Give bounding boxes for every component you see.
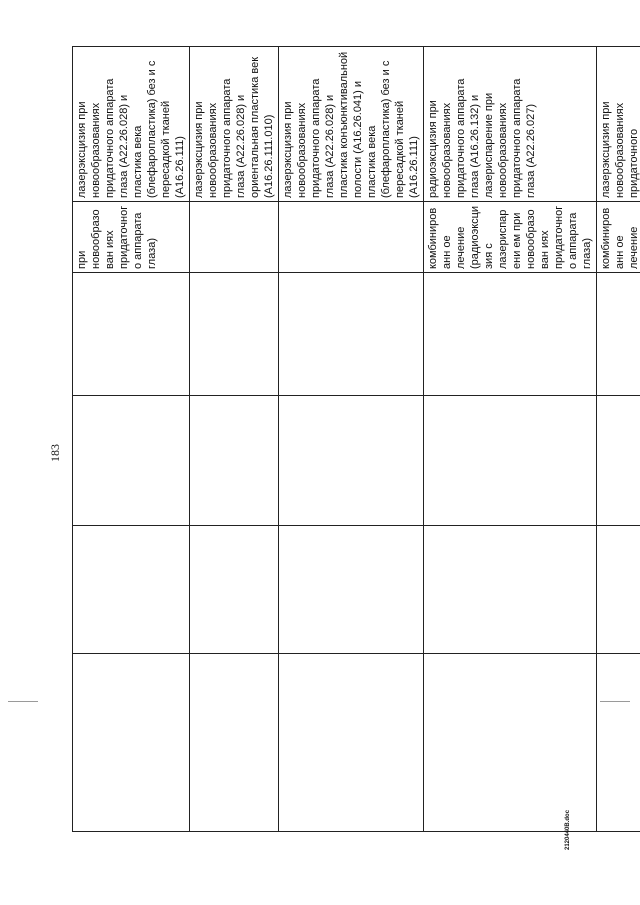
- table-cell: [597, 526, 640, 654]
- table-cell: комбинированн ое лечение (радиоэксцизия с лазериспарени ем при новообразован иях придаточного аппарата глаза): [424, 202, 597, 273]
- table-cell: при новообразован иях придаточного аппарата глаза): [73, 202, 190, 273]
- table-cell: [597, 654, 640, 832]
- scan-edge-mark-left: [8, 701, 38, 702]
- table-cell: [279, 654, 424, 832]
- page-number: 183: [48, 444, 62, 462]
- procedures-table: [72, 46, 640, 832]
- table-cell: [424, 273, 597, 396]
- table-cell: [279, 526, 424, 654]
- table-cell: лазерэксцизия при новообразованиях придаточного: [597, 47, 640, 202]
- table-row: [73, 47, 190, 832]
- table-cell: лазерэксцизия при новообразованиях придаточного аппарата глаза (А22.26.028) и пластика века (блефаропластика) без и с пересадкой тканей (А16.26.111): [73, 47, 190, 202]
- table-row: [279, 47, 424, 832]
- table-cell: лазерэксцизия при новообразованиях придаточного аппарата глаза (А22.26.028) и пластика конъюнктивальной полости (А16.26.041) и пластика века (блефаропластика) без и с пересадкой тканей (А16.26.111): [279, 47, 424, 202]
- table-cell: [279, 202, 424, 273]
- table-cell: [279, 273, 424, 396]
- table-cell: [190, 396, 279, 526]
- table-cell: [190, 526, 279, 654]
- table-cell: [73, 396, 190, 526]
- table-cell: [190, 202, 279, 273]
- table-cell: [73, 526, 190, 654]
- table-cell: комбинированн ое лечение: [597, 202, 640, 273]
- table-row: [190, 47, 279, 832]
- table-row: [424, 47, 597, 832]
- footer-file-name: 2120440B.doc: [565, 809, 571, 850]
- rotated-table-wrapper: [72, 47, 640, 832]
- table-cell: радиоэксцизия при новообразованиях придаточного аппарата глаза (А16.26.132) и лазериспарение при новообразованиях придаточного аппарата глаза (А22.26.027): [424, 47, 597, 202]
- table-cell: [424, 526, 597, 654]
- table-cell: [597, 273, 640, 396]
- table-cell: [73, 654, 190, 832]
- table-cell: [597, 396, 640, 526]
- table-cell: [73, 273, 190, 396]
- table-cell: [190, 273, 279, 396]
- table-cell: [279, 396, 424, 526]
- table-cell: лазерэксцизия при новообразованиях придаточного аппарата глаза (А22.26.028) и ориентальная пластика век (А16.26.111.010): [190, 47, 279, 202]
- table-row: [597, 47, 640, 832]
- table-cell: [424, 396, 597, 526]
- table-cell: [190, 654, 279, 832]
